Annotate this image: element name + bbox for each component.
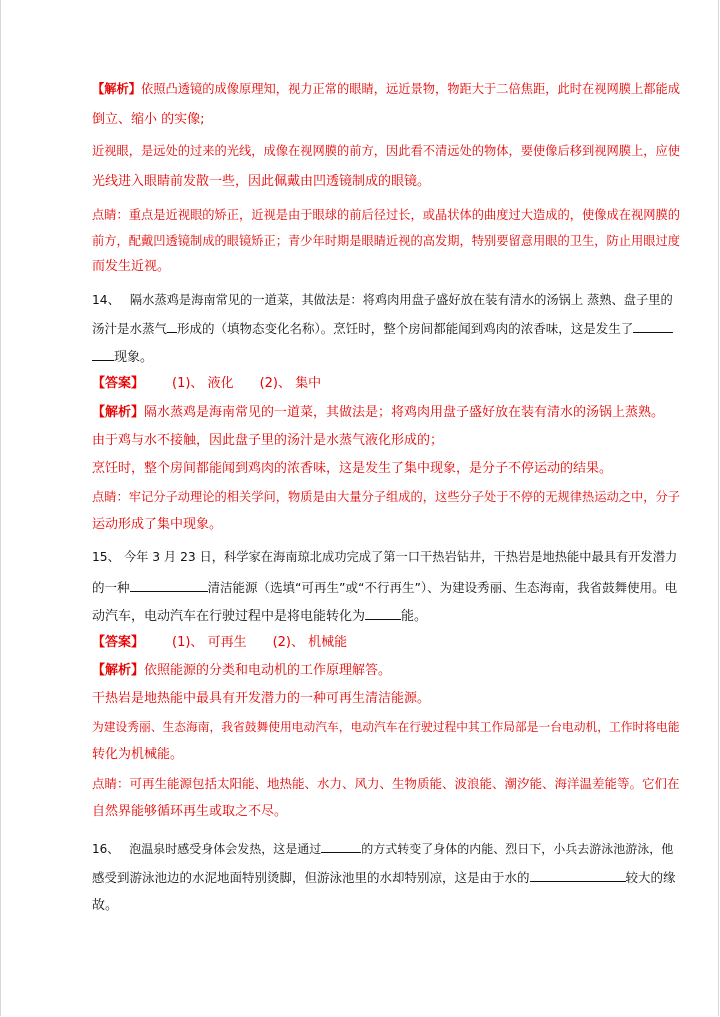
q13-tip-line2: 前方，配戴凹透镜制成的眼镜矫正；青少年时期是眼睛近视的高发期，特别要留意用眼的卫生，防止用眼过度 xyxy=(92,234,680,248)
answer-blank[interactable] xyxy=(167,319,177,333)
q15-answer: 【答案】 (1)、 可再生 (2)、 机械能 xyxy=(92,635,348,650)
q15-analysis-line4: 转化为机械能。 xyxy=(92,747,184,762)
q14-analysis-line3: 烹饪时，整个房间都能闻到鸡肉的浓香味，这是发生了集中现象，是分子不停运动的结果。 xyxy=(92,461,613,476)
q13-analysis-line3: 近视眼，是远处的过来的光线，成像在视网膜的前方，因此看不清远处的物体，要使像后移到视网膜上，应使 xyxy=(92,144,680,158)
q14-analysis-line2: 由于鸡与水不接触，因此盘子里的汤汁是水蒸气液化形成的； xyxy=(92,433,444,448)
question-number: 14、 xyxy=(92,293,120,307)
answer-label: 【答案】 xyxy=(92,635,145,650)
q16-question-line1: 16、 泡温泉时感受身体会发热，这是通过 的方式转变了身体的内能、烈日下，小兵去游泳池游泳，他 xyxy=(92,839,673,857)
q14-question-line3: 现象。 xyxy=(92,347,153,365)
answer-blank[interactable] xyxy=(92,347,114,361)
answer-blank[interactable] xyxy=(321,839,361,853)
q14-tip-line1: 点睛：牢记分子动理论的相关学问，物质是由大量分子组成的，这些分子处于不停的无规律热运动之中，分子 xyxy=(92,490,680,504)
q15-question-line2: 的一种 清洁能源（选填“可再生”或“不行再生”）、为建设秀丽、生态海南，我省鼓舞使用。电 xyxy=(92,580,678,595)
q13-tip-line3: 而发生近视。 xyxy=(92,259,171,274)
analysis-label: 【解析】 xyxy=(92,82,141,96)
answer-label: 【答案】 xyxy=(92,376,145,391)
q15-analysis-line3: 为建设秀丽、生态海南，我省鼓舞使用电动汽车，电动汽车在行驶过程中其工作局部是一台电动机，工作时将电能 xyxy=(92,720,680,734)
q15-tip-line2: 自然界能够循环再生或取之不尽。 xyxy=(92,804,288,819)
q16-question-line3: 故。 xyxy=(92,898,119,913)
q14-answer: 【答案】 (1)、 液化 (2)、 集中 xyxy=(92,376,322,391)
answer-blank[interactable] xyxy=(130,578,208,592)
q15-analysis-line1: 【解析】依照能源的分类和电动机的工作原理解答。 xyxy=(92,663,392,678)
q13-analysis-line4: 光线进入眼睛前发散一些，因此佩戴由凹透镜制成的眼镜。 xyxy=(92,174,431,189)
analysis-label: 【解析】 xyxy=(92,405,145,420)
answer-blank[interactable] xyxy=(365,606,401,620)
q13-analysis-line1: 【解析】依照凸透镜的成像原理知，视力正常的眼睛，远近景物，物距大于二倍焦距，此时在视网膜上都能成 xyxy=(92,82,680,96)
q15-tip-line1: 点睛：可再生能源包括太阳能、地热能、水力、风力、生物质能、波浪能、潮汐能、海洋温差能等。它们在 xyxy=(92,776,680,791)
q16-question-line2: 感受到游泳池边的水泥地面特别烫脚，但游泳池里的水却特别凉，这是由于水的 较大的缘 xyxy=(92,870,676,885)
analysis-label: 【解析】 xyxy=(92,663,145,678)
question-number: 15、 xyxy=(92,550,120,564)
question-number: 16、 xyxy=(92,842,120,856)
q14-question-line2: 汤汁是水蒸气 形成的（填物态变化名称）。烹饪时，整个房间都能闻到鸡肉的浓香味，这是发生了 xyxy=(92,319,673,337)
q14-analysis-line1: 【解析】隔水蒸鸡是海南常见的一道菜，其做法是；将鸡肉用盘子盛好放在装有清水的汤锅上蒸熟。 xyxy=(92,405,665,420)
q15-analysis-line2: 干热岩是地热能中最具有开发潜力的一种可再生清洁能源。 xyxy=(92,691,431,706)
q14-question-line1: 14、 隔水蒸鸡是海南常见的一道菜，其做法是：将鸡肉用盘子盛好放在装有清水的汤锅上 蒸熟、盘子里的 xyxy=(92,293,673,307)
answer-blank[interactable] xyxy=(530,868,626,882)
q13-tip-line1: 点睛：重点是近视眼的矫正，近视是由于眼球的前后径过长，或晶状体的曲度过大造成的，使像成在视网膜的 xyxy=(92,208,680,222)
q13-analysis-line2: 倒立、缩小 的实像; xyxy=(92,112,205,127)
answer-blank[interactable] xyxy=(633,319,673,333)
q15-question-line1: 15、 今年 3 月 23 日，科学家在海南琼北成功完成了第一口干热岩钻井，干热岩是地热能中最具有开发潜力 xyxy=(92,550,678,564)
q15-question-line3: 动汽车，电动汽车在行驶过程中是将电能转化为 能。 xyxy=(92,606,427,624)
q14-tip-line2: 运动形成了集中现象。 xyxy=(92,517,223,532)
